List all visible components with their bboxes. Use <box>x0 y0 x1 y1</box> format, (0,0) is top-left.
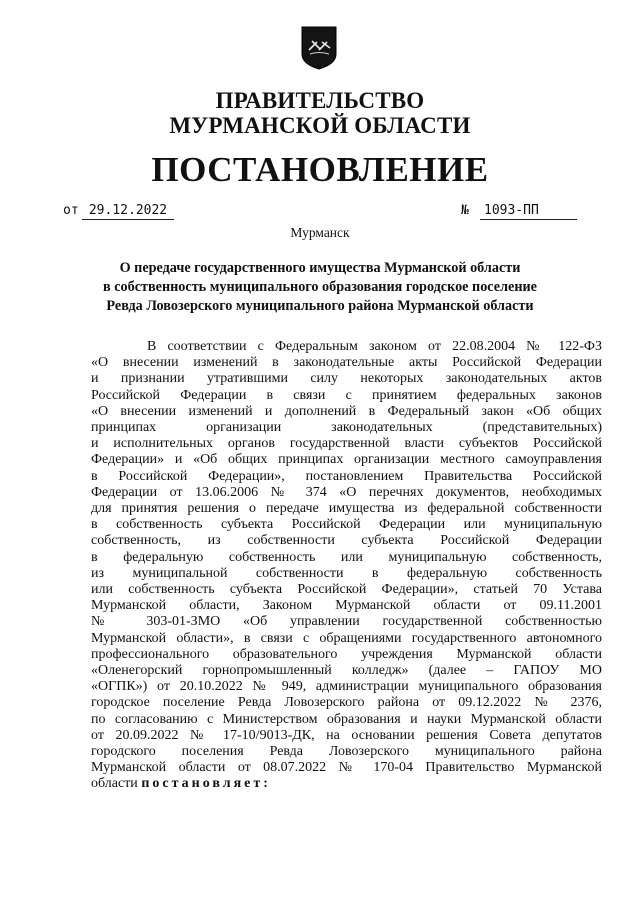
body-line: для принятия решения о передаче имущества из федеральной собственности <box>91 501 602 517</box>
document-type: ПОСТАНОВЛЕНИЕ <box>151 150 489 189</box>
body-line: «О внесении изменений и дополнений в Федеральный закон «Об общих <box>91 403 602 419</box>
body-line: Федерации от 13.06.2006 № 374 «О перечнях документов, необходимых <box>91 484 602 500</box>
body-line: собственность, из собственности субъекта Российской Федерации <box>91 533 602 549</box>
body-line: «О внесении изменений в законодательные акты Российской Федерации <box>91 355 602 371</box>
body-line: и исполнительных органов государственной власти субъектов Российской <box>91 436 602 452</box>
subject-line: О передаче государственного имущества Мурманской области <box>119 260 521 276</box>
body-line: Федерации» и «Об общих принципах организации местного самоуправления <box>91 452 602 468</box>
city: Мурманск <box>290 225 350 240</box>
body-line: Российской Федерации в связи с принятием федеральных законов <box>91 387 602 403</box>
document-date: 29.12.2022 <box>82 203 174 220</box>
document-number: 1093-ПП <box>480 203 577 220</box>
body-line: из муниципальной собственности в федеральную собственность <box>91 565 602 581</box>
org-name-line2: МУРМАНСКОЙ ОБЛАСТИ <box>169 113 471 138</box>
body-line: профессионального образовательного учреждения Мурманской области <box>91 646 602 662</box>
coat-of-arms-icon <box>300 24 338 70</box>
body-line: принципах организации законодательных (представительных) <box>91 420 602 436</box>
body-line: городского поселения Ревда Ловозерского муниципального района <box>91 744 602 760</box>
body-line: от 20.09.2022 № 17-10/9013-ДК, на основании решения Совета депутатов <box>91 727 602 743</box>
date-label: от <box>63 203 79 218</box>
body-line: в федеральную собственность или муниципальную собственность, <box>91 549 602 565</box>
body-line: В соответствии с Федеральным законом от 22.08.2004 № 122-ФЗ <box>147 339 602 354</box>
body-line: «Оленегорский горнопромышленный колледж» (далее – ГАПОУ МО <box>91 663 602 679</box>
body-line: Мурманской области от 08.07.2022 № 170-04 Правительство Мурманской <box>91 760 602 776</box>
resolves-keyword: постановляет: <box>141 776 271 792</box>
subject-line: Ревда Ловозерского муниципального района Мурманской области <box>106 298 534 314</box>
number-label: № <box>461 203 469 218</box>
subject-line: в собственность муниципального образования городское поселение <box>103 279 537 295</box>
body-line: в собственность субъекта Российской Федерации или муниципальную <box>91 517 602 533</box>
body-line: Мурманской области, Законом Мурманской области от 09.11.2001 <box>91 598 602 614</box>
body-line: городское поселение Ревда Ловозерского района от 09.12.2022 № 2376, <box>91 695 602 711</box>
body-line: «ОГПК») от 20.10.2022 № 949, администрации муниципального образования <box>91 679 602 695</box>
body-line: по согласованию с Министерством образования и науки Мурманской области <box>91 711 602 727</box>
document-subject <box>60 259 580 316</box>
org-name-line1: ПРАВИТЕЛЬСТВО <box>215 88 425 113</box>
body-line-final <box>91 776 602 792</box>
body-line: или собственность субъекта Российской Федерации», статьей 70 Устава <box>91 582 602 598</box>
body-line: в Российской Федерации», постановлением Правительства Российской <box>91 468 602 484</box>
body-paragraph <box>91 339 602 793</box>
body-line: Мурманской области», в связи с обращениями государственного автономного <box>91 630 602 646</box>
final-line-prefix: области <box>91 776 138 792</box>
body-line: и признании утратившими силу некоторых законодательных актов <box>91 371 602 387</box>
body-line: № 303-01-ЗМО «Об управлении государственной собственностью <box>91 614 602 630</box>
